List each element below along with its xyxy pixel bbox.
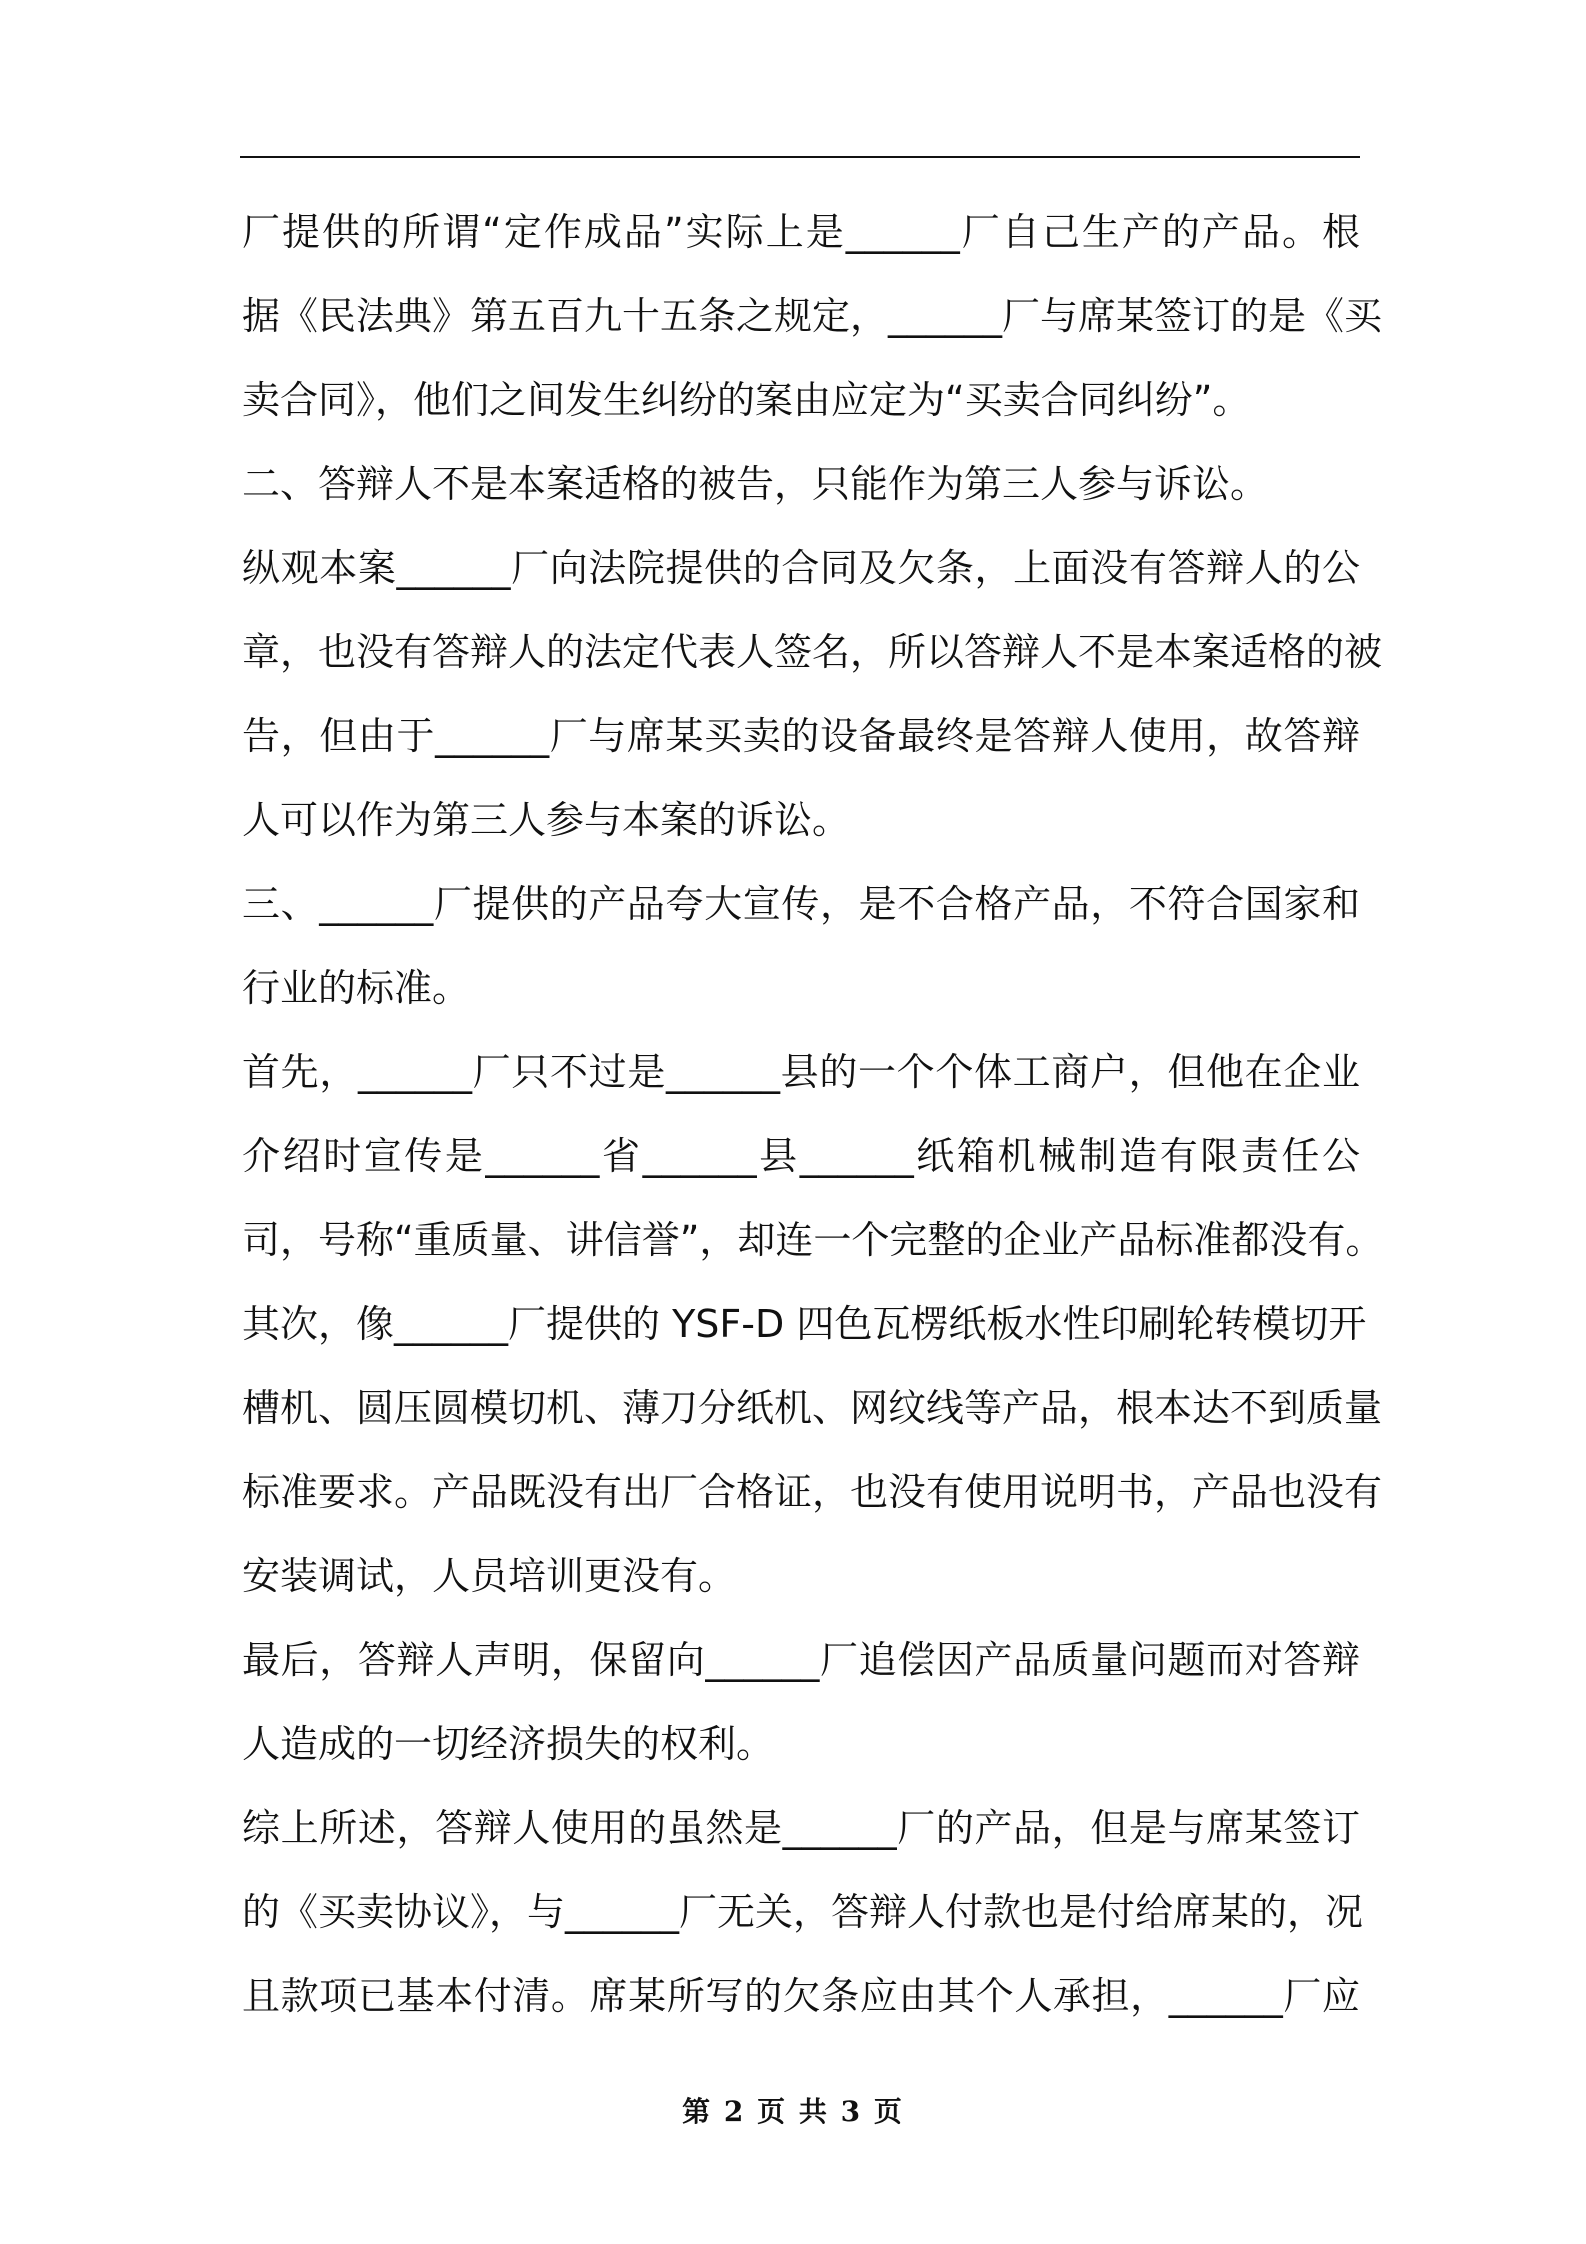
text-line: 最后，答辩人声明，保留向______厂追偿因产品质量问题而对答辩 — [242, 1638, 1360, 1682]
text-line: 的《买卖协议》，与______厂无关，答辩人付款也是付给席某的，况 — [242, 1890, 1364, 1934]
text-line: 纵观本案______厂向法院提供的合同及欠条，上面没有答辩人的公 — [242, 546, 1360, 590]
text-line: 标准要求。产品既没有出厂合格证，也没有使用说明书，产品也没有 — [242, 1470, 1383, 1514]
text-line: 行业的标准。 — [242, 966, 471, 1010]
text-line: 人造成的一切经济损失的权利。 — [242, 1722, 775, 1766]
text-line: 介绍时宣传是______省______县______纸箱机械制造有限责任公 — [242, 1134, 1360, 1178]
text-line: 人可以作为第三人参与本案的诉讼。 — [242, 798, 851, 842]
text-line: 卖合同》，他们之间发生纠纷的案由应定为“买卖合同纠纷”。 — [242, 378, 1251, 422]
text-line: 且款项已基本付清。席某所写的欠条应由其个人承担，______厂应 — [242, 1974, 1360, 2018]
text-line: 安装调试，人员培训更没有。 — [242, 1554, 737, 1598]
text-line: 据《民法典》第五百九十五条之规定，______厂与席某签订的是《买 — [242, 294, 1383, 338]
text-line: 综上所述，答辩人使用的虽然是______厂的产品，但是与席某签订 — [242, 1806, 1360, 1850]
page-number: 第 2 页 共 3 页 — [682, 2095, 904, 2128]
header-rule — [240, 156, 1360, 158]
text-line: 章，也没有答辩人的法定代表人签名，所以答辩人不是本案适格的被 — [242, 630, 1383, 674]
body-text — [242, 190, 1384, 2038]
text-line: 司，号称“重质量、讲信誉”，却连一个完整的企业产品标准都没有。 — [242, 1218, 1384, 1262]
text-line: 其次，像______厂提供的 YSF-D 四色瓦楞纸板水性印刷轮转模切开 — [242, 1302, 1367, 1346]
text-line: 厂提供的所谓“定作成品”实际上是______厂自己生产的产品。根 — [242, 210, 1360, 254]
text-line: 槽机、圆压圆模切机、薄刀分纸机、网纹线等产品，根本达不到质量 — [242, 1386, 1383, 1430]
text-line: 首先，______厂只不过是______县的一个个体工商户，但他在企业 — [242, 1050, 1360, 1094]
text-line: 告，但由于______厂与席某买卖的设备最终是答辩人使用，故答辩 — [242, 714, 1360, 758]
section-heading: 三、______厂提供的产品夸大宣传，是不合格产品，不符合国家和 — [242, 882, 1360, 926]
section-heading: 二、答辩人不是本案适格的被告，只能作为第三人参与诉讼。 — [242, 462, 1269, 506]
